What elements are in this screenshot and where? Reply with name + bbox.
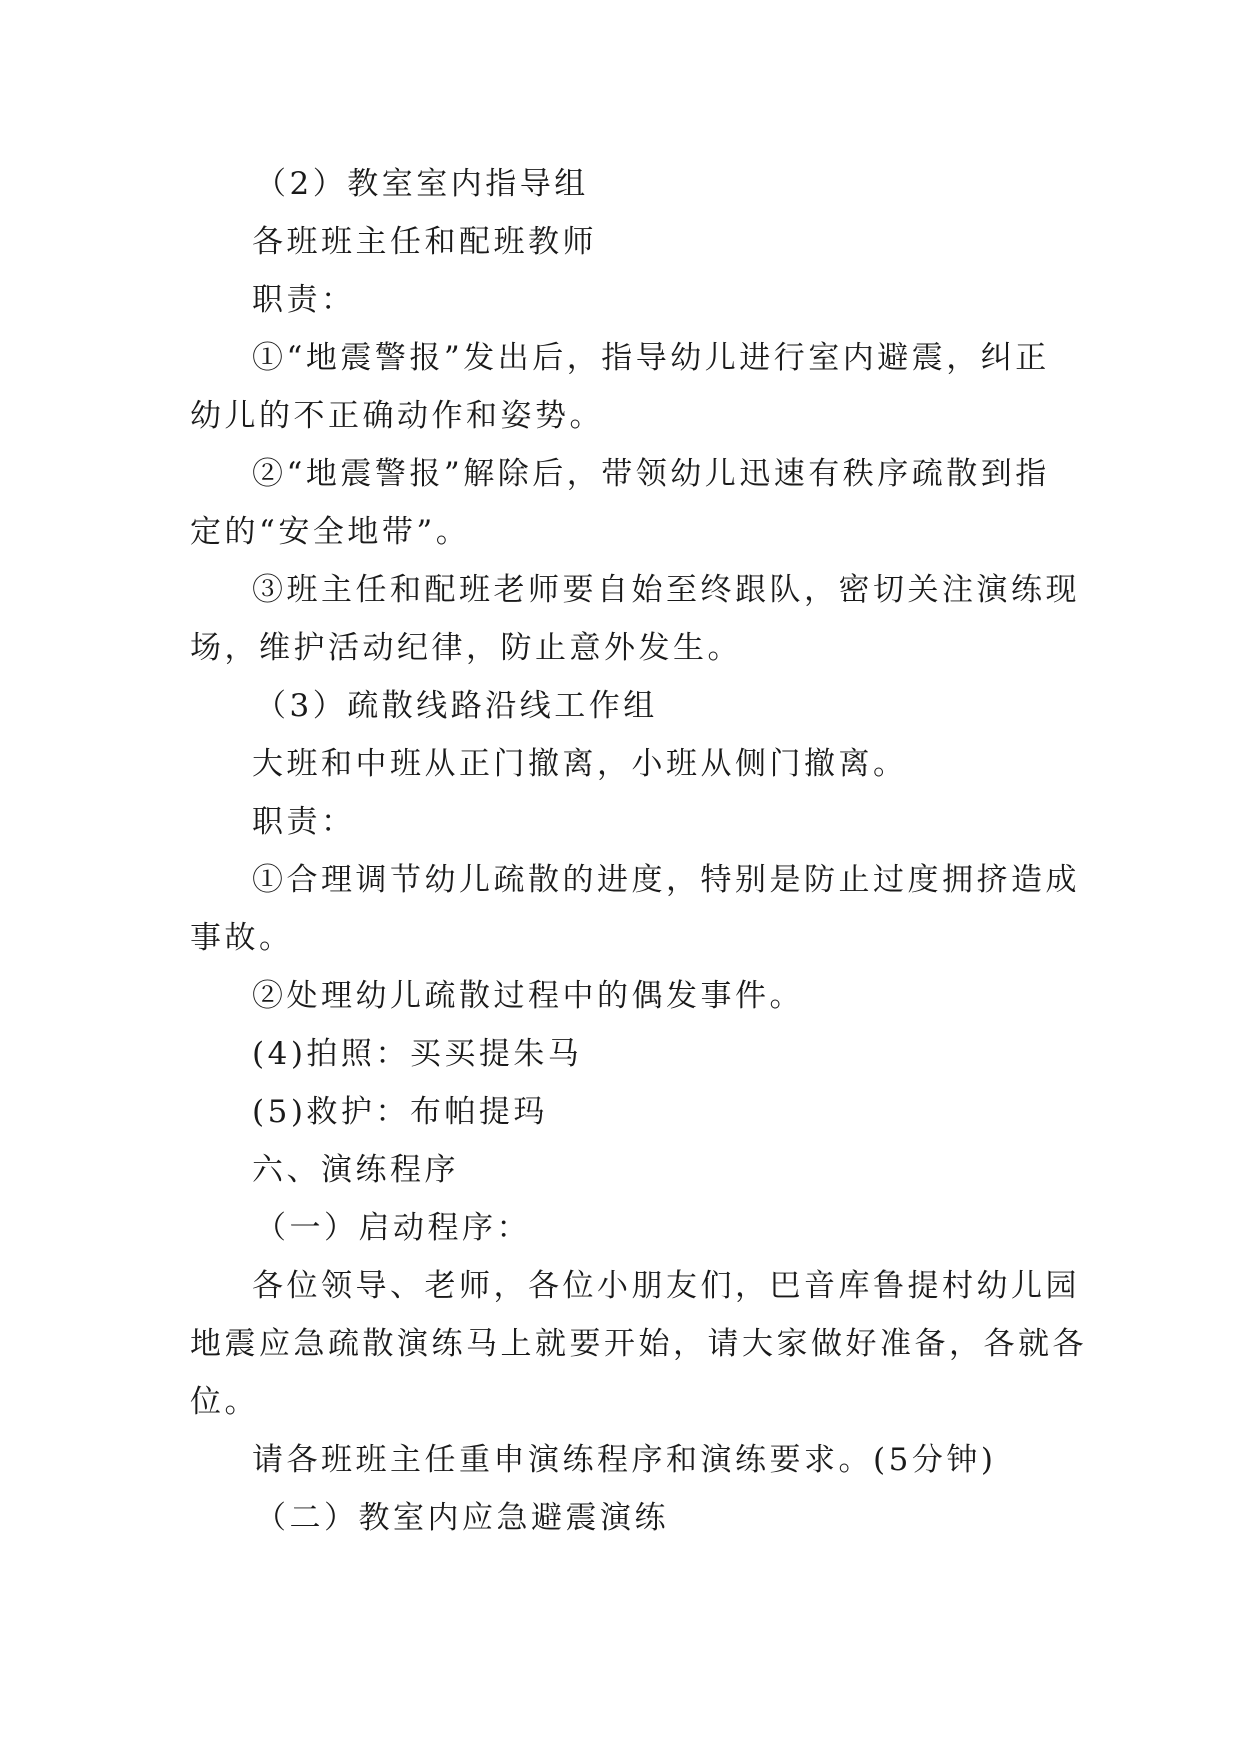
- paragraph-line: ③班主任和配班老师要自始至终跟队，密切关注演练现: [252, 572, 1080, 608]
- section-heading-drill-procedure: 六、演练程序: [252, 1152, 459, 1188]
- paragraph-line: (5)救护：布帕提玛: [252, 1094, 548, 1130]
- paragraph-line: 各位领导、老师，各位小朋友们，巴音库鲁提村幼儿园: [252, 1268, 1080, 1304]
- heading-evacuation-route-group: （3）疏散线路沿线工作组: [255, 688, 658, 724]
- paragraph-line: 各班班主任和配班教师: [252, 224, 597, 260]
- subheading-startup-procedure: （一）启动程序：: [255, 1210, 531, 1246]
- paragraph-line: 职责：: [252, 282, 356, 318]
- paragraph-line: 职责：: [252, 804, 356, 840]
- subheading-indoor-drill: （二）教室内应急避震演练: [255, 1500, 669, 1536]
- paragraph-line: ①“地震警报”发出后，指导幼儿进行室内避震，纠正: [252, 340, 1050, 376]
- paragraph-line: 定的“安全地带”。: [190, 514, 471, 550]
- paragraph-line: ②处理幼儿疏散过程中的偶发事件。: [252, 978, 804, 1014]
- paragraph-line: 事故。: [190, 920, 294, 956]
- paragraph-line: ①合理调节幼儿疏散的进度，特别是防止过度拥挤造成: [252, 862, 1080, 898]
- paragraph-line: 场，维护活动纪律，防止意外发生。: [190, 630, 742, 666]
- paragraph-line: 幼儿的不正确动作和姿势。: [190, 398, 604, 434]
- paragraph-line: 地震应急疏散演练马上就要开始，请大家做好准备，各就各: [190, 1326, 1087, 1362]
- paragraph-line: (4)拍照：买买提朱马: [252, 1036, 583, 1072]
- paragraph-line: 请各班班主任重申演练程序和演练要求。(5分钟): [252, 1442, 997, 1478]
- paragraph-line: 位。: [190, 1384, 259, 1420]
- paragraph-line: 大班和中班从正门撤离，小班从侧门撤离。: [252, 746, 908, 782]
- heading-indoor-guidance-group: （2）教室室内指导组: [255, 166, 589, 202]
- paragraph-line: ②“地震警报”解除后，带领幼儿迅速有秩序疏散到指: [252, 456, 1050, 492]
